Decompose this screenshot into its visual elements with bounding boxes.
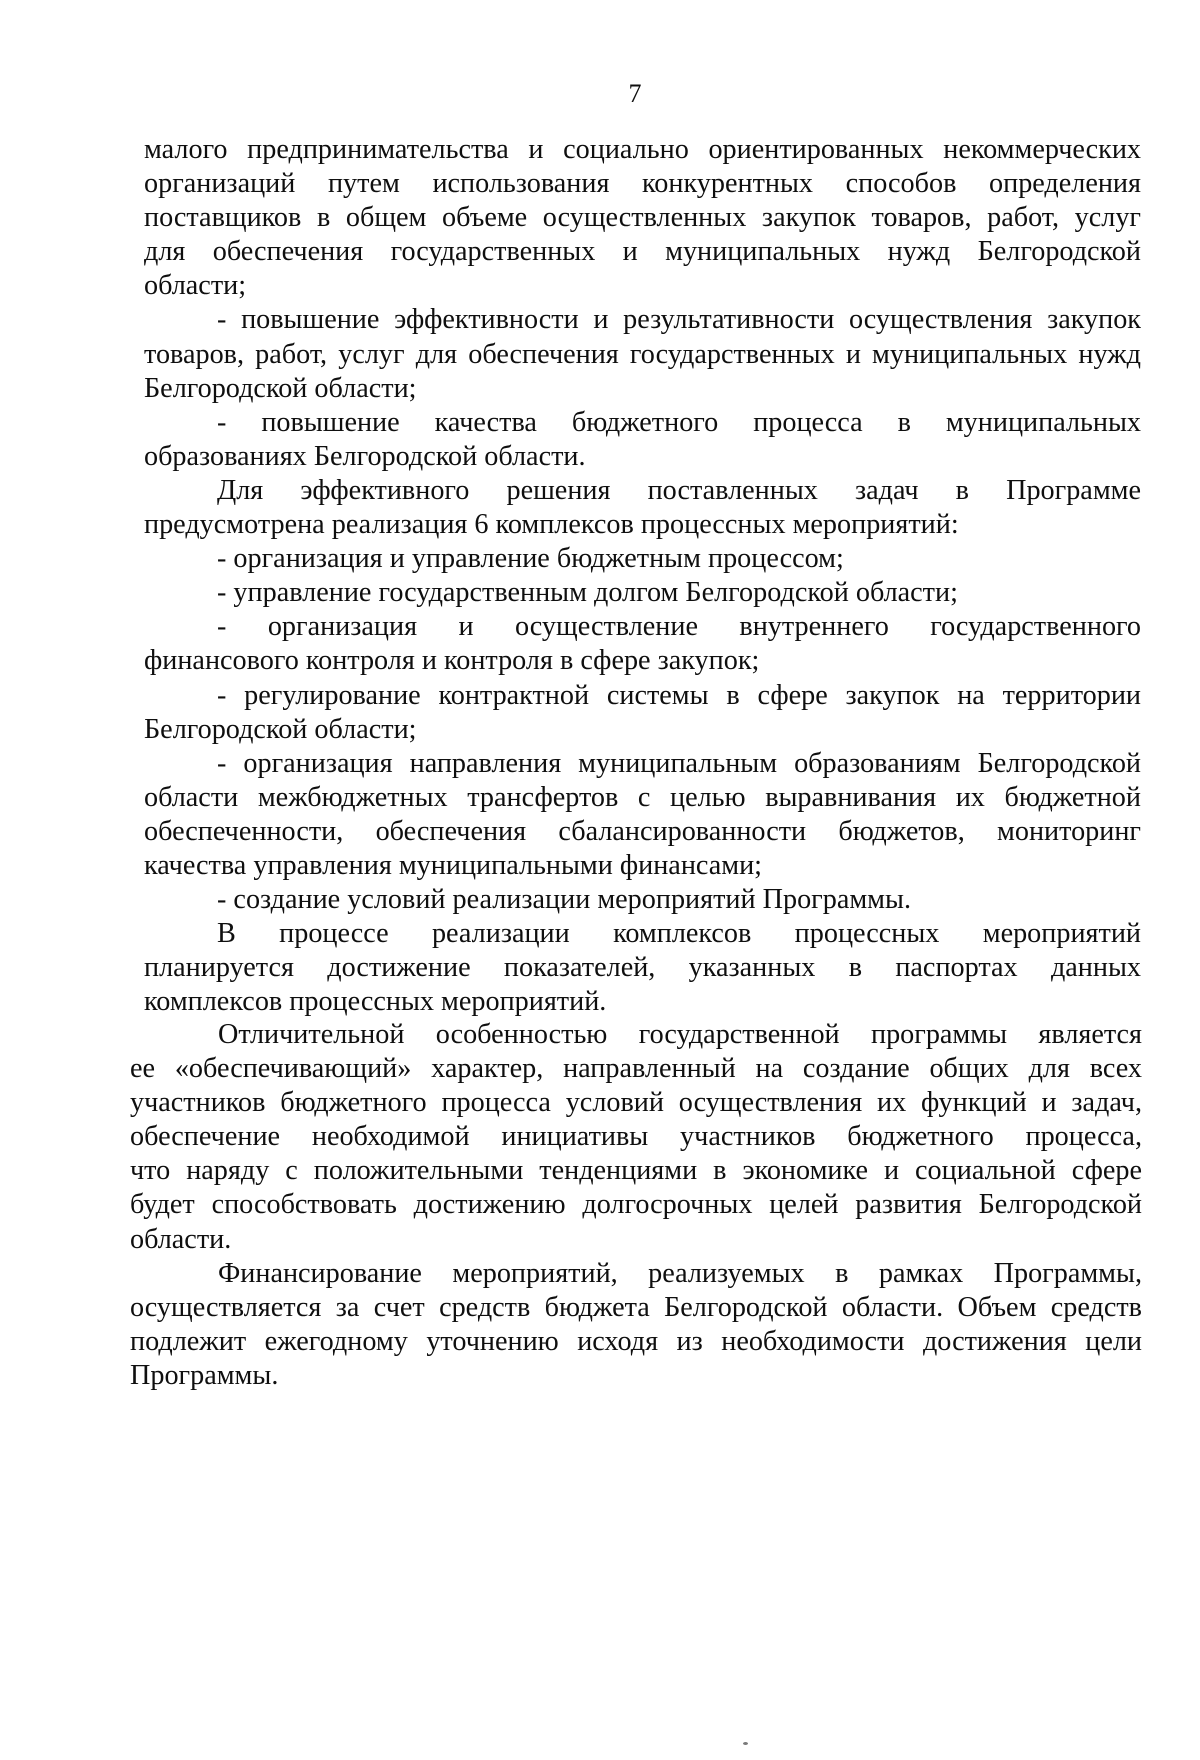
text-line: для обеспечения государственных и муниципальных нужд Белгородской	[144, 236, 1141, 268]
text-line: - регулирование контрактной системы в сфере закупок на территории	[217, 679, 1141, 711]
body-text-block-2	[130, 1018, 1142, 1393]
text-line: Белгородской области;	[144, 713, 417, 745]
text-line: ее «обеспечивающий» характер, направленный на создание общих для всех	[130, 1053, 1142, 1085]
text-line: обеспеченности, обеспечения сбалансированности бюджетов, мониторинг	[144, 815, 1141, 847]
body-text-block-1	[144, 133, 1141, 1019]
text-line: качества управления муниципальными финансами;	[144, 849, 763, 881]
scan-speck	[743, 1742, 748, 1745]
text-line: Для эффективного решения поставленных задач в Программе	[217, 474, 1141, 506]
text-line: Отличительной особенностью государственной программы является	[218, 1019, 1142, 1050]
text-line: осуществляется за счет средств бюджета Белгородской области. Объем средств	[130, 1291, 1142, 1323]
text-line: малого предпринимательства и социально ориентированных некоммерческих	[144, 134, 1141, 165]
text-line: - повышение эффективности и результативности осуществления закупок	[217, 304, 1141, 336]
text-line: области.	[130, 1223, 232, 1255]
text-line: - управление государственным долгом Белгородской области;	[217, 577, 958, 609]
text-line: предусмотрена реализация 6 комплексов процессных мероприятий:	[144, 509, 959, 541]
text-line: области межбюджетных трансфертов с целью выравнивания их бюджетной	[144, 781, 1141, 813]
text-line: В процессе реализации комплексов процессных мероприятий	[217, 918, 1141, 950]
text-line: области;	[144, 270, 247, 302]
text-line: организаций путем использования конкурентных способов определения	[144, 168, 1141, 200]
text-line: будет способствовать достижению долгосрочных целей развития Белгородской	[130, 1189, 1142, 1221]
text-line: поставщиков в общем объеме осуществленных закупок товаров, работ, услуг	[144, 202, 1141, 234]
text-line: планируется достижение показателей, указанных в паспортах данных	[144, 952, 1141, 984]
text-line: финансового контроля и контроля в сфере закупок;	[144, 645, 760, 677]
text-line: подлежит ежегодному уточнению исходя из необходимости достижения цели	[130, 1325, 1142, 1357]
text-line: комплексов процессных мероприятий.	[144, 986, 607, 1018]
text-line: образованиях Белгородской области.	[144, 440, 586, 472]
text-line: что наряду с положительными тенденциями в экономике и социальной сфере	[130, 1155, 1142, 1187]
text-line: - организация и управление бюджетным процессом;	[217, 543, 844, 575]
text-line: Финансирование мероприятий, реализуемых в рамках Программы,	[218, 1257, 1142, 1289]
text-line: обеспечение необходимой инициативы участников бюджетного процесса,	[130, 1121, 1142, 1153]
text-line: - организация и осуществление внутреннего государственного	[217, 611, 1141, 643]
text-line: - повышение качества бюджетного процесса в муниципальных	[217, 406, 1141, 438]
text-line: - организация направления муниципальным образованиям Белгородской	[217, 747, 1141, 779]
text-line: Белгородской области;	[144, 372, 417, 404]
text-line: товаров, работ, услуг для обеспечения государственных и муниципальных нужд	[144, 338, 1141, 370]
text-line: Программы.	[130, 1359, 279, 1391]
text-line: участников бюджетного процесса условий осуществления их функций и задач,	[130, 1087, 1142, 1119]
text-line: - создание условий реализации мероприятий Программы.	[217, 884, 912, 916]
page-number: 7	[628, 79, 642, 108]
